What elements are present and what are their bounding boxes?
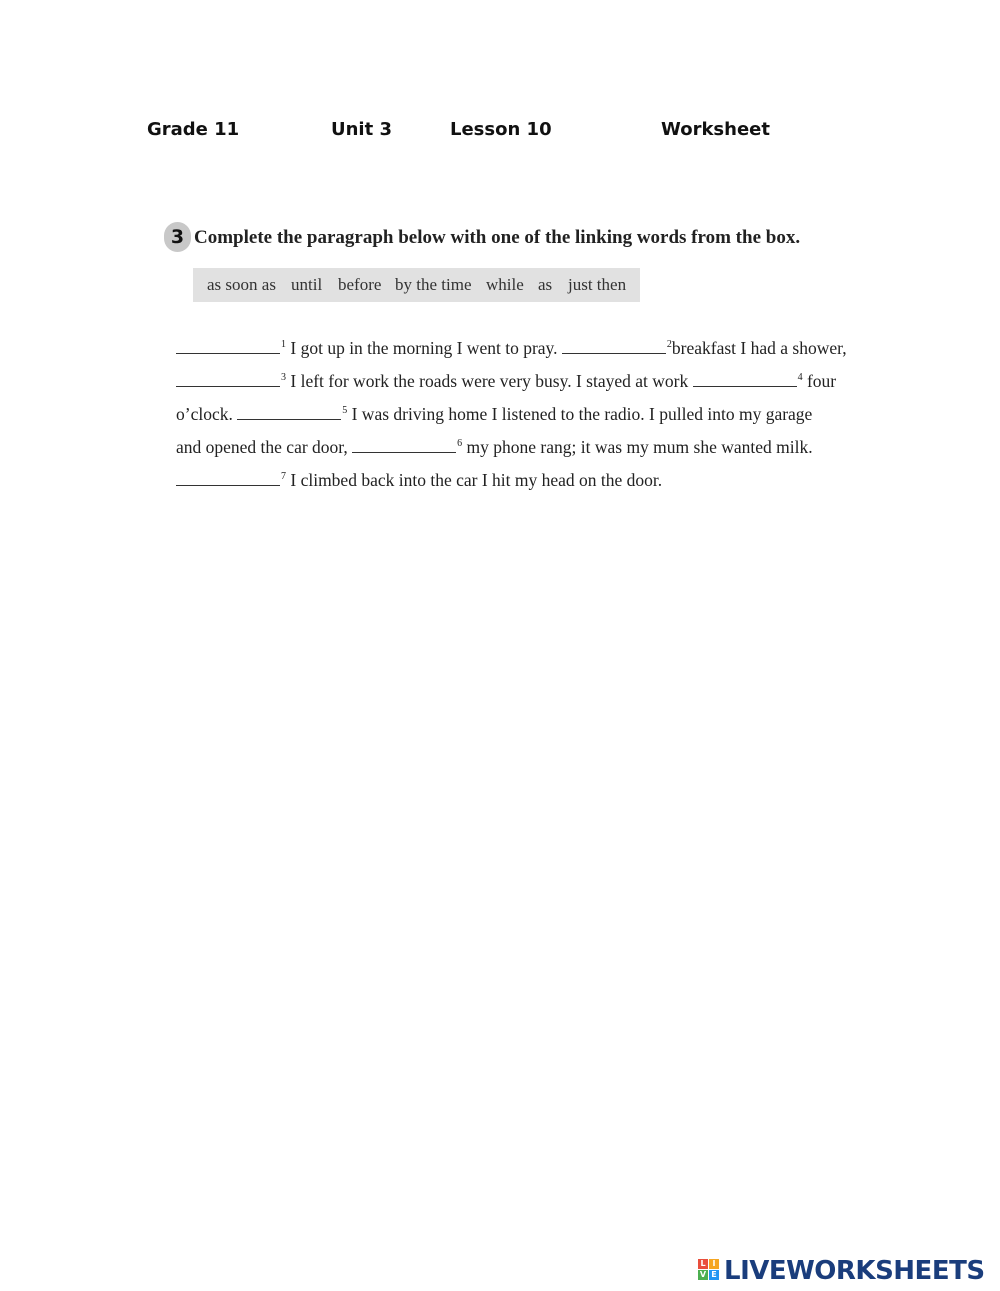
paragraph-text: four (806, 371, 837, 391)
paragraph-text: I was driving home I listened to the radio. I pulled into my garage (351, 404, 813, 424)
word-option: until (291, 275, 323, 294)
word-option: as (538, 275, 553, 294)
blank-number: 7 (281, 471, 286, 482)
blank-number: 5 (342, 405, 348, 416)
blank-number: 4 (797, 372, 803, 383)
paragraph-text: I got up in the morning I went to pray. (290, 338, 558, 358)
logo-letter: I (709, 1259, 719, 1269)
word-option: as soon as (207, 275, 276, 294)
answer-blank[interactable] (176, 470, 280, 486)
paragraph-text: and opened the car door, (176, 437, 348, 457)
answer-blank[interactable] (693, 371, 797, 387)
grade-label: Grade 11 (147, 119, 240, 140)
logo-text: LIVEWORKSHEETS (724, 1256, 985, 1286)
answer-blank[interactable] (176, 338, 280, 354)
blank-number: 6 (457, 438, 463, 449)
worksheet-header (0, 119, 1000, 147)
blank-number: 3 (281, 372, 286, 383)
paragraph-text: I climbed back into the car I hit my head on the door. (290, 470, 663, 490)
answer-blank[interactable] (176, 371, 280, 387)
instruction-text: Complete the paragraph below with one of the linking words from the box. (194, 227, 801, 248)
word-box (193, 268, 640, 302)
paragraph-line (176, 338, 847, 364)
word-option: by the time (395, 275, 472, 294)
logo-letter: E (709, 1270, 719, 1280)
word-option: before (338, 275, 382, 294)
lesson-label: Lesson 10 (450, 119, 552, 140)
paragraph-line (176, 470, 662, 496)
unit-label: Unit 3 (331, 119, 392, 140)
paragraph-text: o’clock. (176, 404, 233, 424)
paragraph-text: I left for work the roads were very busy. I stayed at work (290, 371, 689, 391)
exercise-number-badge: 3 (164, 222, 191, 252)
logo-icon (698, 1259, 720, 1281)
answer-blank[interactable] (562, 338, 666, 354)
paragraph-line (176, 437, 813, 463)
answer-blank[interactable] (352, 437, 456, 453)
paragraph-line (176, 371, 836, 397)
worksheet-label: Worksheet (661, 119, 770, 140)
word-option: while (486, 275, 524, 294)
logo-letter: V (699, 1270, 707, 1279)
paragraph-text: breakfast I had a shower, (671, 338, 847, 358)
paragraph-line (176, 404, 812, 430)
paragraph-text: my phone rang; it was my mum she wanted milk. (466, 437, 813, 457)
answer-blank[interactable] (237, 404, 341, 420)
blank-number: 1 (281, 339, 286, 350)
logo-letter: L (698, 1259, 708, 1269)
word-option: just then (568, 275, 627, 294)
blank-number: 2 (666, 339, 672, 350)
